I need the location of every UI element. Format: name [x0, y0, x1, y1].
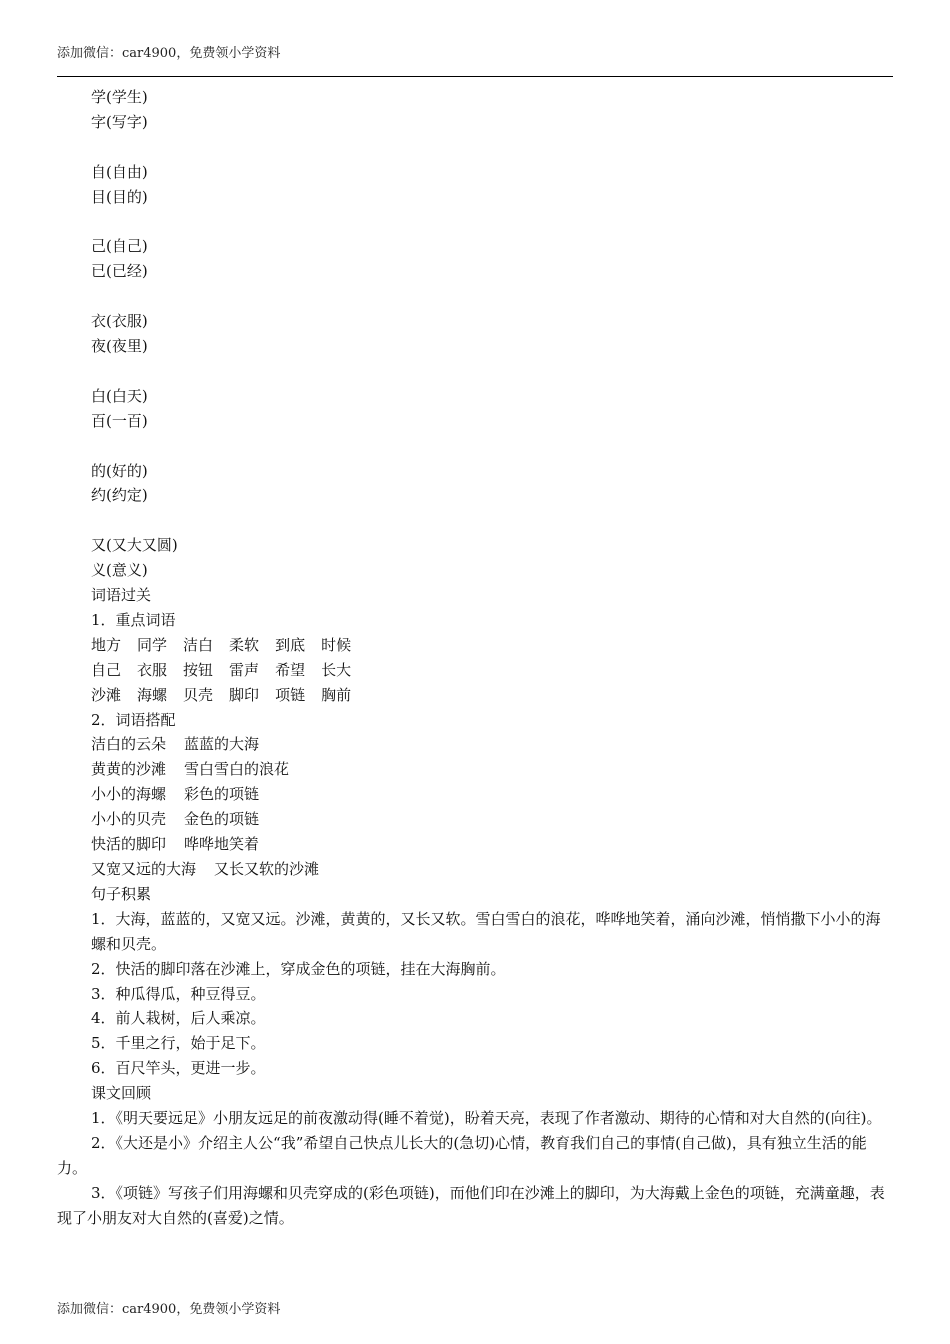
pairing-phrase: 金色的项链 — [184, 810, 260, 829]
key-word: 贝壳 — [183, 685, 214, 704]
key-word: 柔软 — [229, 635, 260, 654]
char-pair-line: 自(自由) — [91, 162, 148, 181]
key-words-row — [91, 633, 893, 658]
key-word: 海螺 — [137, 685, 168, 704]
pairing-phrase: 哗哗地笑着 — [184, 835, 260, 854]
subsection-title-key-words: 1．重点词语 — [91, 610, 176, 629]
pairing-row — [91, 857, 893, 882]
section-title-vocab: 词语过关 — [91, 586, 152, 605]
pairing-phrase: 又宽又远的大海 — [91, 860, 197, 878]
pairing-phrase: 小小的海螺 — [91, 785, 167, 804]
char-pair-line: 学(学生) — [91, 88, 148, 106]
pairing-row — [91, 832, 893, 857]
char-pair-line: 字(写字) — [91, 112, 148, 131]
pairing-phrase: 彩色的项链 — [184, 785, 260, 804]
review-item: 2．《大还是小》介绍主人公“我”希望自己快点儿长大的(急切)心情，教育我们自己的事情(自己做)，具有独立生活的能力。 — [57, 1133, 867, 1177]
pairing-row — [91, 732, 893, 757]
sentence-item: 3．种瓜得瓜，种豆得豆。 — [91, 984, 266, 1003]
key-word: 时候 — [321, 635, 352, 654]
section-title-sentences: 句子积累 — [91, 884, 152, 903]
char-pair-group — [91, 533, 893, 583]
page-header: 添加微信：car4900，免费领小学资料 — [57, 46, 281, 61]
pairing-phrase: 小小的贝壳 — [91, 810, 167, 829]
key-word: 沙滩 — [91, 685, 122, 704]
char-pair-line: 白(白天) — [91, 386, 148, 405]
key-word: 自己 — [91, 660, 122, 679]
key-word: 长大 — [321, 660, 352, 679]
char-pair-line: 目(目的) — [91, 187, 148, 206]
char-pair-line: 已(已经) — [91, 262, 148, 281]
key-word: 脚印 — [229, 685, 260, 704]
pairing-phrase: 黄黄的沙滩 — [91, 760, 167, 779]
char-pair-line: 义(意义) — [91, 561, 148, 580]
char-pair-group — [91, 160, 893, 210]
sentence-item: 4．前人栽树，后人乘凉。 — [91, 1009, 266, 1028]
header-rule — [57, 76, 893, 77]
key-word: 希望 — [275, 660, 306, 679]
char-pair-group — [91, 309, 893, 359]
pairing-row — [91, 807, 893, 832]
section-title-review: 课文回顾 — [91, 1084, 152, 1103]
key-word: 衣服 — [137, 660, 168, 679]
char-pair-group — [91, 459, 893, 509]
pairing-phrase: 快活的脚印 — [91, 835, 167, 854]
sentence-item: 2．快活的脚印落在沙滩上，穿成金色的项链，挂在大海胸前。 — [91, 959, 506, 978]
char-pair-line: 己(自己) — [91, 237, 148, 256]
page-footer: 添加微信：car4900，免费领小学资料 — [57, 1302, 281, 1317]
pairing-row — [91, 782, 893, 807]
key-words-row — [91, 658, 893, 683]
key-word: 同学 — [137, 635, 168, 654]
key-words-row — [91, 683, 893, 708]
char-pair-line: 夜(夜里) — [91, 337, 148, 356]
pairing-phrase: 又长又软的沙滩 — [214, 860, 320, 878]
review-item: 1．《明天要远足》小朋友远足的前夜激动得(睡不着觉)，盼着天亮，表现了作者激动、期待的心情和对大自然的(向往)。 — [91, 1109, 882, 1128]
pairing-phrase: 雪白雪白的浪花 — [184, 760, 290, 779]
sentence-item: 5．千里之行，始于足下。 — [91, 1034, 266, 1053]
key-word: 按钮 — [183, 660, 214, 679]
char-pair-line: 百(一百) — [91, 411, 148, 430]
char-pair-line: 的(好的) — [91, 461, 148, 480]
sentence-item: 6．百尺竿头，更进一步。 — [91, 1059, 266, 1078]
key-word: 项链 — [275, 685, 306, 704]
char-pair-group — [91, 85, 893, 135]
pairing-row — [91, 757, 893, 782]
key-word: 地方 — [91, 635, 122, 654]
key-word: 洁白 — [183, 635, 214, 654]
char-pair-line: 又(又大又圆) — [91, 536, 178, 555]
char-pair-line: 衣(衣服) — [91, 312, 148, 331]
char-pair-group — [91, 234, 893, 284]
char-pair-line: 约(约定) — [91, 486, 148, 505]
pairing-phrase: 洁白的云朵 — [91, 735, 167, 754]
char-pair-group — [91, 384, 893, 434]
document-body — [57, 85, 893, 1231]
key-word: 雷声 — [229, 660, 260, 679]
sentence-item: 1．大海，蓝蓝的，又宽又远。沙滩，黄黄的，又长又软。雪白雪白的浪花，哗哗地笑着，涌向沙滩，悄悄撒下小小的海螺和贝壳。 — [91, 909, 881, 953]
subsection-title-pairing: 2．词语搭配 — [91, 710, 176, 729]
key-word: 到底 — [275, 635, 306, 654]
key-word: 胸前 — [321, 685, 352, 704]
review-item: 3．《项链》写孩子们用海螺和贝壳穿成的(彩色项链)，而他们印在沙滩上的脚印，为大海戴上金色的项链，充满童趣，表现了小朋友对大自然的(喜爱)之情。 — [57, 1183, 885, 1227]
pairing-phrase: 蓝蓝的大海 — [184, 735, 260, 754]
